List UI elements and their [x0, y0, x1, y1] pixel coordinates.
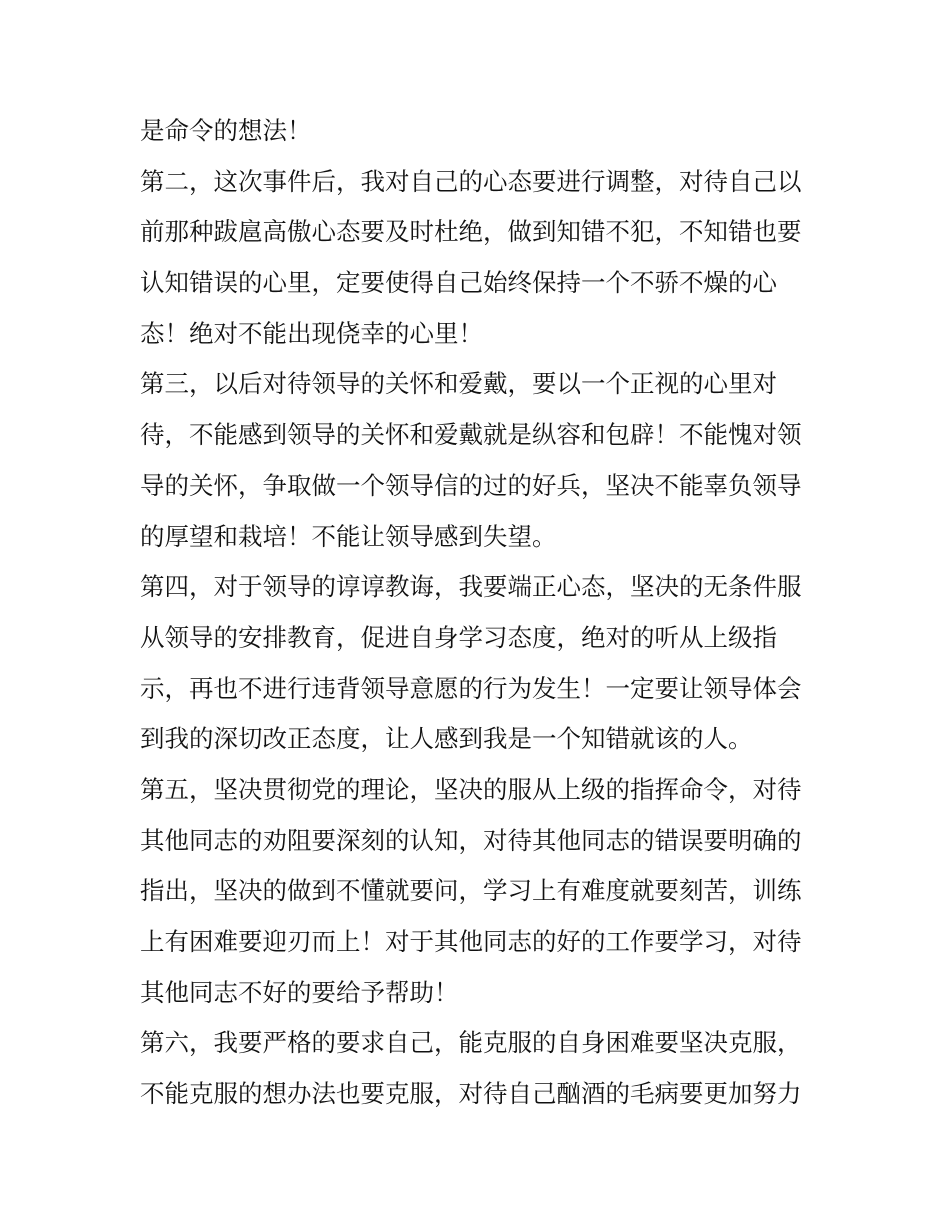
text-line: 前那种跋扈高傲心态要及时杜绝，做到知错不犯，不知错也要	[140, 217, 802, 247]
text-line: 指出，坚决的做到不懂就要问，学习上有难度就要刻苦，训练	[140, 876, 802, 906]
text-line: 第二，这次事件后，我对自己的心态要进行调整，对待自己以	[140, 166, 802, 196]
text-line: 第三，以后对待领导的关怀和爱戴，要以一个正视的心里对	[140, 369, 777, 399]
text-line: 待，不能感到领导的关怀和爱戴就是纵容和包辟！不能愧对领	[140, 420, 802, 450]
text-line: 第四，对于领导的谆谆教诲，我要端正心态，坚决的无条件服	[140, 572, 802, 602]
text-line: 导的关怀，争取做一个领导信的过的好兵，坚决不能辜负领导	[140, 470, 802, 500]
text-line: 从领导的安排教育，促进自身学习态度，绝对的听从上级指	[140, 622, 777, 652]
text-line: 的厚望和栽培！不能让领导感到失望。	[140, 521, 557, 551]
text-line: 第六，我要严格的要求自己，能克服的自身困难要坚决克服，	[140, 1028, 802, 1058]
document-body	[140, 106, 820, 1120]
text-line: 态！绝对不能出现侥幸的心里！	[140, 318, 483, 348]
text-line: 不能克服的想办法也要克服，对待自己酗酒的毛病要更加努力	[140, 1079, 802, 1109]
text-line: 示，再也不进行违背领导意愿的行为发生！一定要让领导体会	[140, 673, 802, 703]
text-line: 第五，坚决贯彻党的理论，坚决的服从上级的指挥命令，对待	[140, 774, 802, 804]
text-line: 认知错误的心里，定要使得自己始终保持一个不骄不燥的心	[140, 268, 777, 298]
text-line: 到我的深切改正态度，让人感到我是一个知错就该的人。	[140, 724, 753, 754]
text-line: 是命令的想法！	[140, 116, 312, 145]
text-line: 其他同志的劝阻要深刻的认知，对待其他同志的错误要明确的	[140, 825, 802, 855]
text-line: 上有困难要迎刃而上！对于其他同志的好的工作要学习，对待	[140, 927, 802, 956]
text-line: 其他同志不好的要给予帮助！	[140, 977, 459, 1007]
